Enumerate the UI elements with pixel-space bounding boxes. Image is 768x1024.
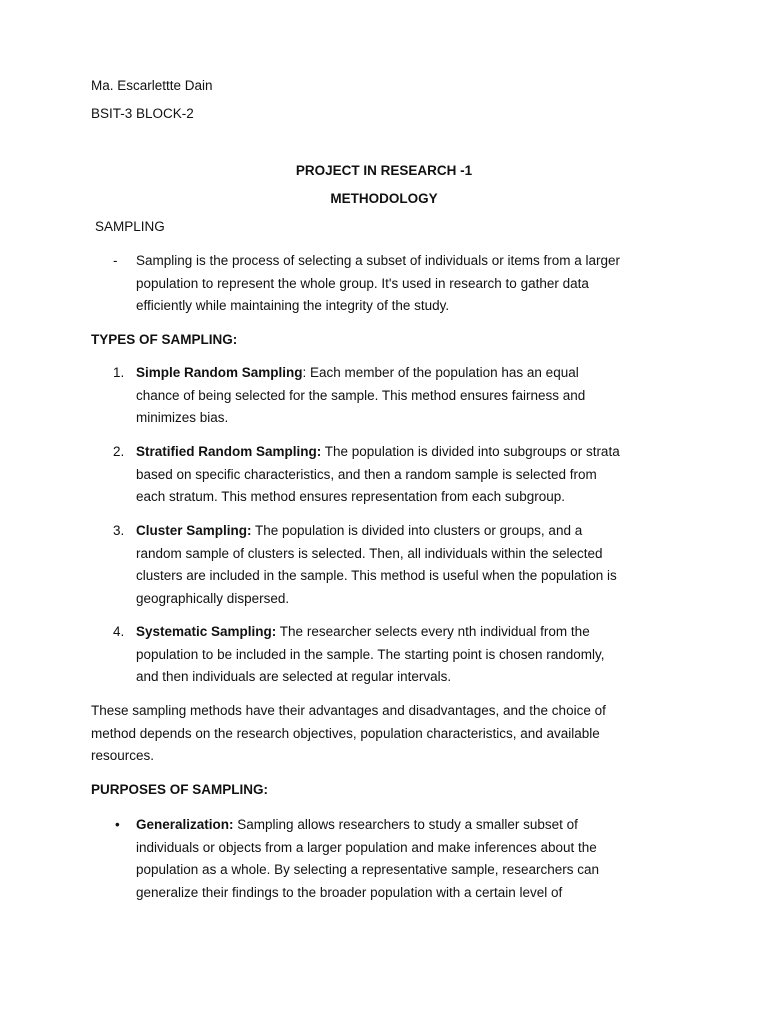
text-line: individuals or objects from a larger population and make inferences about the	[136, 839, 597, 855]
text-line: minimizes bias.	[136, 410, 229, 426]
text-line: population to be included in the sample. The starting point is chosen randomly,	[136, 646, 605, 662]
bullet-item	[136, 814, 599, 904]
text-line: method depends on the research objectives, population characteristics, and available	[91, 725, 600, 741]
project-title: PROJECT IN RESEARCH -1	[295, 163, 473, 178]
text-line: each stratum. This method ensures representation from each subgroup.	[136, 489, 565, 505]
list-number: 3.	[113, 523, 125, 538]
purposes-heading: PURPOSES OF SAMPLING:	[91, 782, 269, 797]
item-term: Cluster Sampling:	[136, 523, 252, 538]
item-text: The researcher selects every nth individual from the	[276, 624, 590, 639]
list-item	[136, 621, 605, 689]
item-text: : Each member of the population has an equal	[302, 365, 579, 380]
text-line: resources.	[91, 748, 155, 764]
dash-marker: -	[113, 253, 118, 268]
list-number: 2.	[113, 444, 125, 459]
list-item	[136, 520, 617, 610]
item-text: The population is divided into subgroups or strata	[321, 444, 620, 459]
list-item	[136, 441, 620, 509]
item-term: Generalization:	[136, 817, 234, 832]
text-line: based on specific characteristics, and then a random sample is selected from	[136, 466, 597, 482]
text-line: random sample of clusters is selected. Then, all individuals within the selected	[136, 545, 603, 561]
author-name: Ma. Escarlettte Dain	[91, 78, 213, 93]
list-number: 1.	[113, 365, 125, 380]
item-text: The population is divided into clusters or groups, and a	[251, 523, 583, 538]
text-line: These sampling methods have their advantages and disadvantages, and the choice of	[91, 703, 606, 718]
text-line: population to represent the whole group. It's used in research to gather data	[136, 275, 589, 291]
item-text: Sampling allows researchers to study a smaller subset of	[233, 817, 578, 832]
types-heading: TYPES OF SAMPLING:	[91, 332, 238, 347]
text-line: efficiently while maintaining the integrity of the study.	[136, 298, 450, 314]
methodology-title: METHODOLOGY	[330, 191, 438, 206]
text-line: geographically dispersed.	[136, 590, 290, 606]
item-term: Simple Random Sampling	[136, 365, 303, 380]
list-item	[136, 362, 585, 430]
text-line: and then individuals are selected at regular intervals.	[136, 669, 452, 685]
text-line: clusters are included in the sample. This method is useful when the population is	[136, 568, 617, 584]
list-number: 4.	[113, 624, 125, 639]
item-term: Systematic Sampling:	[136, 624, 277, 639]
text-line: Sampling is the process of selecting a subset of individuals or items from a larger	[136, 253, 620, 268]
text-line: chance of being selected for the sample. This method ensures fairness and	[136, 387, 586, 403]
summary-paragraph	[91, 700, 606, 768]
text-line: generalize their findings to the broader population with a certain level of	[136, 884, 563, 900]
bullet-marker: •	[115, 817, 120, 832]
sampling-heading: SAMPLING	[95, 219, 165, 234]
item-term: Stratified Random Sampling:	[136, 444, 322, 459]
sampling-definition	[136, 250, 620, 318]
class-section: BSIT-3 BLOCK-2	[91, 106, 194, 121]
text-line: population as a whole. By selecting a representative sample, researchers can	[136, 862, 600, 878]
